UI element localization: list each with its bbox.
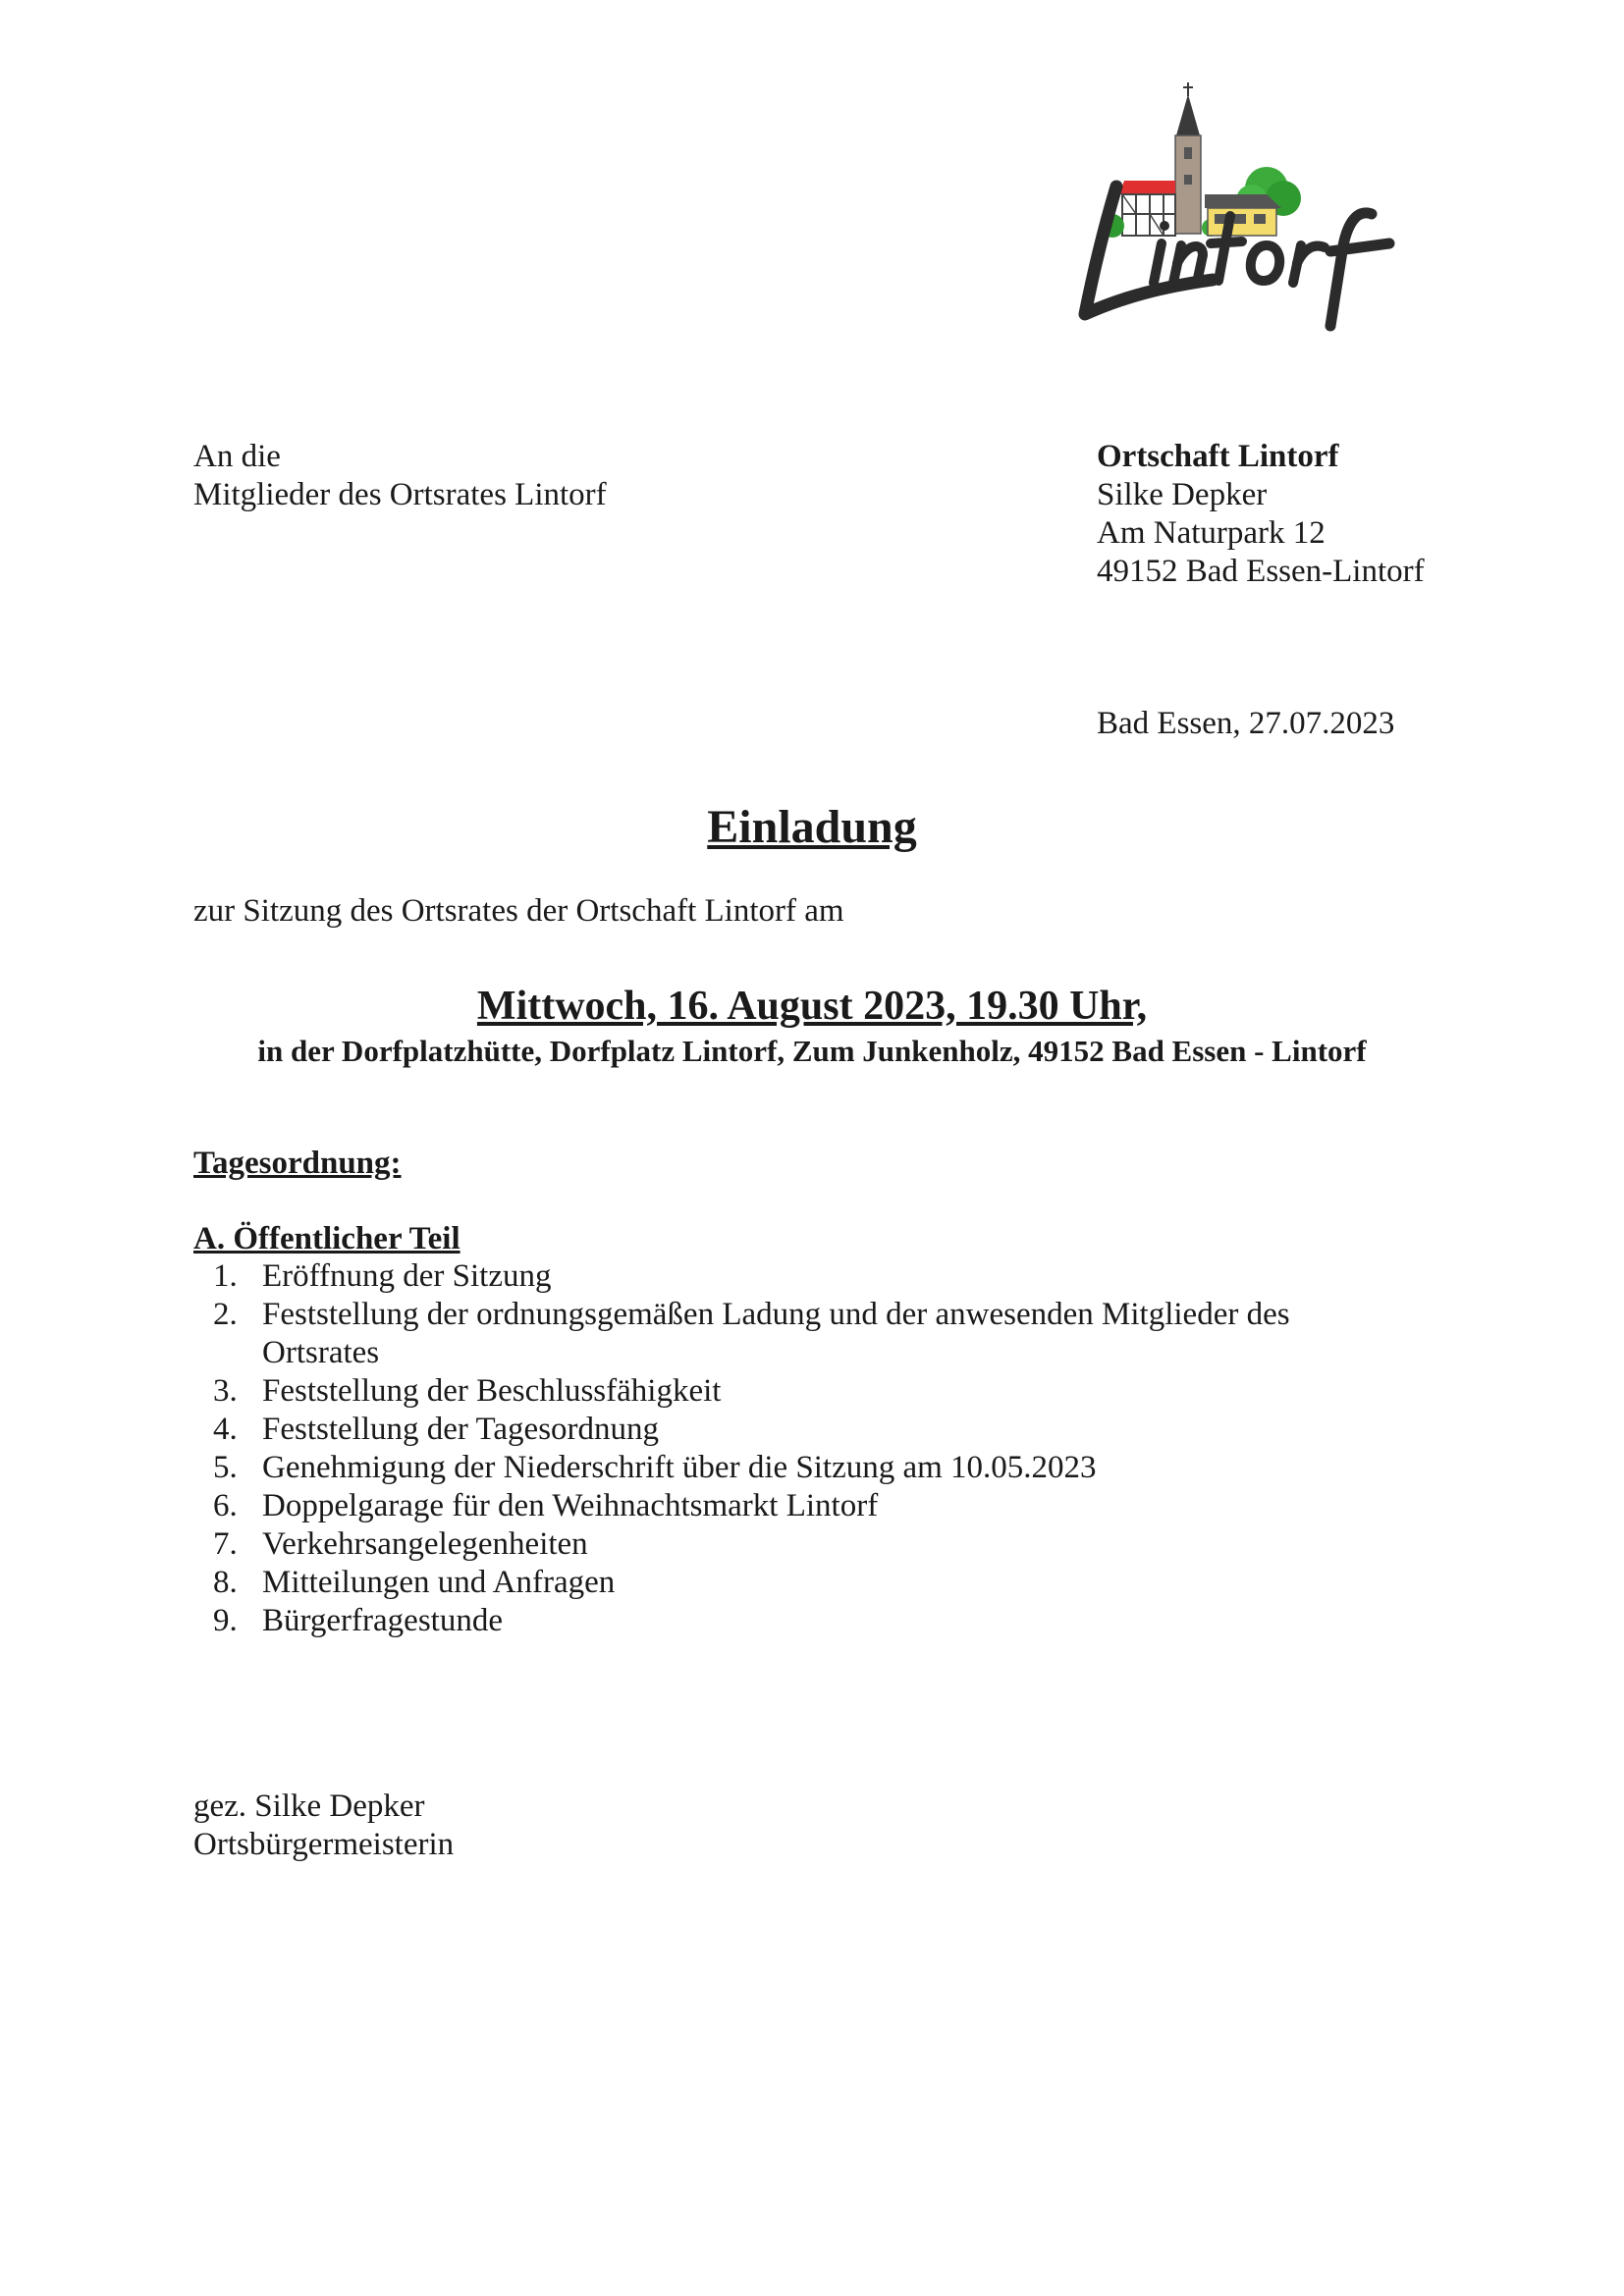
list-item — [193, 1487, 1372, 1525]
signature-title: Ortsbürgermeisterin — [193, 1827, 455, 1862]
sender-city: 49152 Bad Essen-Lintorf — [1097, 554, 1425, 589]
agenda-item-text: Feststellung der Beschlussfähigkeit — [262, 1373, 722, 1409]
meeting-datetime: Mittwoch, 16. August 2023, 19.30 Uhr, — [476, 984, 1148, 1029]
signature-block — [193, 1788, 454, 1864]
list-item — [193, 1296, 1372, 1372]
sender-street: Am Naturpark 12 — [1097, 515, 1326, 551]
agenda-list — [193, 1257, 1372, 1640]
church-tower-icon — [1175, 82, 1201, 234]
letter-date: Bad Essen, 27.07.2023 — [1097, 706, 1395, 741]
agenda-item-number: 7. — [213, 1526, 238, 1562]
agenda-item-number: 2. — [213, 1297, 238, 1332]
agenda-item-number: 6. — [213, 1488, 238, 1523]
agenda-item-number: 9. — [213, 1603, 238, 1638]
yellow-hut-icon — [1205, 194, 1281, 236]
list-item — [193, 1257, 1372, 1296]
signature-name: gez. Silke Depker — [193, 1789, 425, 1824]
sender-organization: Ortschaft Lintorf — [1097, 439, 1339, 474]
agenda-item-text: Feststellung der Tagesordnung — [262, 1412, 660, 1447]
sender-name: Silke Depker — [1097, 477, 1268, 512]
agenda-item-number: 4. — [213, 1412, 238, 1447]
recipient-address — [193, 438, 607, 514]
list-item — [193, 1602, 1372, 1640]
lintorf-logo — [1065, 79, 1478, 353]
meeting-location: in der Dorfplatzhütte, Dorfplatz Lintorf, Zum Junkenholz, 49152 Bad Essen - Lintorf — [257, 1034, 1367, 1068]
agenda-item-text: Verkehrsangelegenheiten — [262, 1526, 588, 1562]
recipient-line-2: Mitglieder des Ortsrates Lintorf — [193, 477, 607, 512]
agenda-item-number: 1. — [213, 1258, 238, 1294]
agenda-section-heading: A. Öffentlicher Teil — [193, 1221, 460, 1256]
sender-address — [1097, 438, 1425, 591]
list-item — [193, 1525, 1372, 1564]
agenda-item-number: 5. — [213, 1450, 238, 1485]
agenda-item-text: Doppelgarage für den Weihnachtsmarkt Lintorf — [262, 1488, 879, 1523]
agenda-item-number: 8. — [213, 1565, 238, 1600]
list-item — [193, 1449, 1372, 1487]
agenda-item-text: Eröffnung der Sitzung — [262, 1258, 552, 1294]
agenda-heading: Tagesordnung: — [193, 1146, 402, 1181]
recipient-line-1: An die — [193, 439, 281, 474]
agenda-item-text: Bürgerfragestunde — [262, 1603, 503, 1638]
agenda-item-text: Genehmigung der Niederschrift über die Sitzung am 10.05.2023 — [262, 1450, 1097, 1485]
agenda-item-text: Feststellung der ordnungsgemäßen Ladung und der anwesenden Mitglieder des Ortsrates — [262, 1297, 1290, 1370]
agenda-item-number: 3. — [213, 1373, 238, 1409]
list-item — [193, 1564, 1372, 1602]
agenda-item-text: Mitteilungen und Anfragen — [262, 1565, 616, 1600]
list-item — [193, 1372, 1372, 1411]
intro-text: zur Sitzung des Ortsrates der Ortschaft Lintorf am — [193, 893, 844, 929]
list-item — [193, 1411, 1372, 1449]
document-title: Einladung — [707, 801, 917, 853]
